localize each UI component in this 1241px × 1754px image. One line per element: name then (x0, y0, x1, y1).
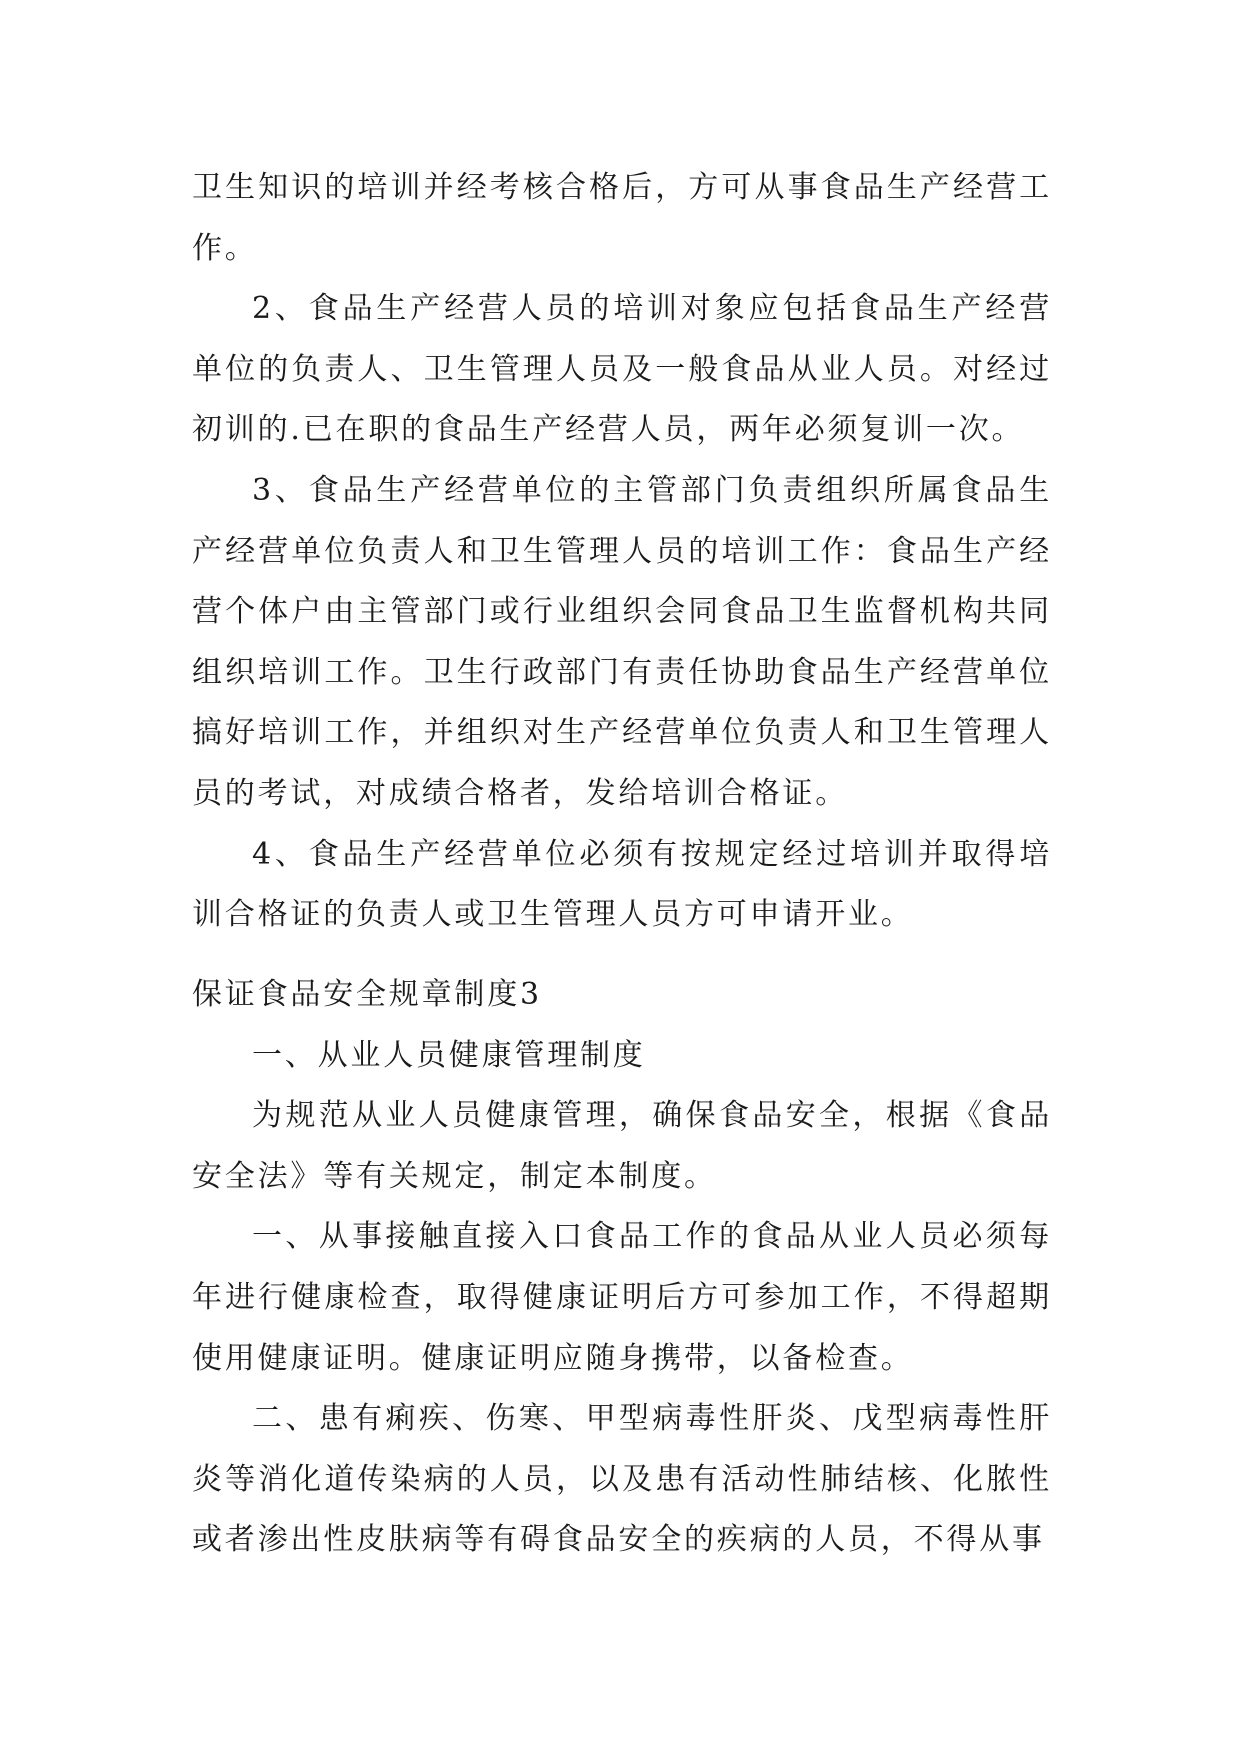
section-title: 保证食品安全规章制度3 (192, 977, 542, 1012)
paragraph-continuation: 卫生知识的培训并经考核合格后，方可从事食品生产经营工作。 (192, 170, 1052, 266)
paragraph-item-2: 2、食品生产经营人员的培训对象应包括食品生产经营单位的负责人、卫生管理人员及一般食品从业人员。对经过初训的.已在职的食品生产经营人员，两年必须复训一次。 (192, 291, 1052, 448)
intro-paragraph: 为规范从业人员健康管理，确保食品安全，根据《食品安全法》等有关规定，制定本制度。 (192, 1098, 1052, 1194)
paragraph-item-4: 4、食品生产经营单位必须有按规定经过培训并取得培训合格证的负责人或卫生管理人员方可申请开业。 (192, 836, 1052, 933)
rule-paragraph-1: 一、从事接触直接入口食品工作的食品从业人员必须每年进行健康检查，取得健康证明后方可参加工作，不得超期使用健康证明。健康证明应随身携带，以备检查。 (192, 1219, 1052, 1376)
section-subtitle: 一、从业人员健康管理制度 (252, 1037, 646, 1073)
rule-paragraph-2: 二、患有痢疾、伤寒、甲型病毒性肝炎、戊型病毒性肝炎等消化道传染病的人员，以及患有活动性肺结核、化脓性或者渗出性皮肤病等有碍食品安全的疾病的人员，不得从事 (192, 1401, 1052, 1558)
training-section (192, 158, 1052, 946)
food-safety-section (192, 965, 1052, 1571)
paragraph-item-3: 3、食品生产经营单位的主管部门负责组织所属食品生产经营单位负责人和卫生管理人员的培训工作：食品生产经营个体户由主管部门或行业组织会同食品卫生监督机构共同组织培训工作。卫生行政部门有责任协助食品生产经营单位搞好培训工作，并组织对生产经营单位负责人和卫生管理人员的考试，对成绩合格者，发给培训合格证。 (192, 472, 1052, 811)
